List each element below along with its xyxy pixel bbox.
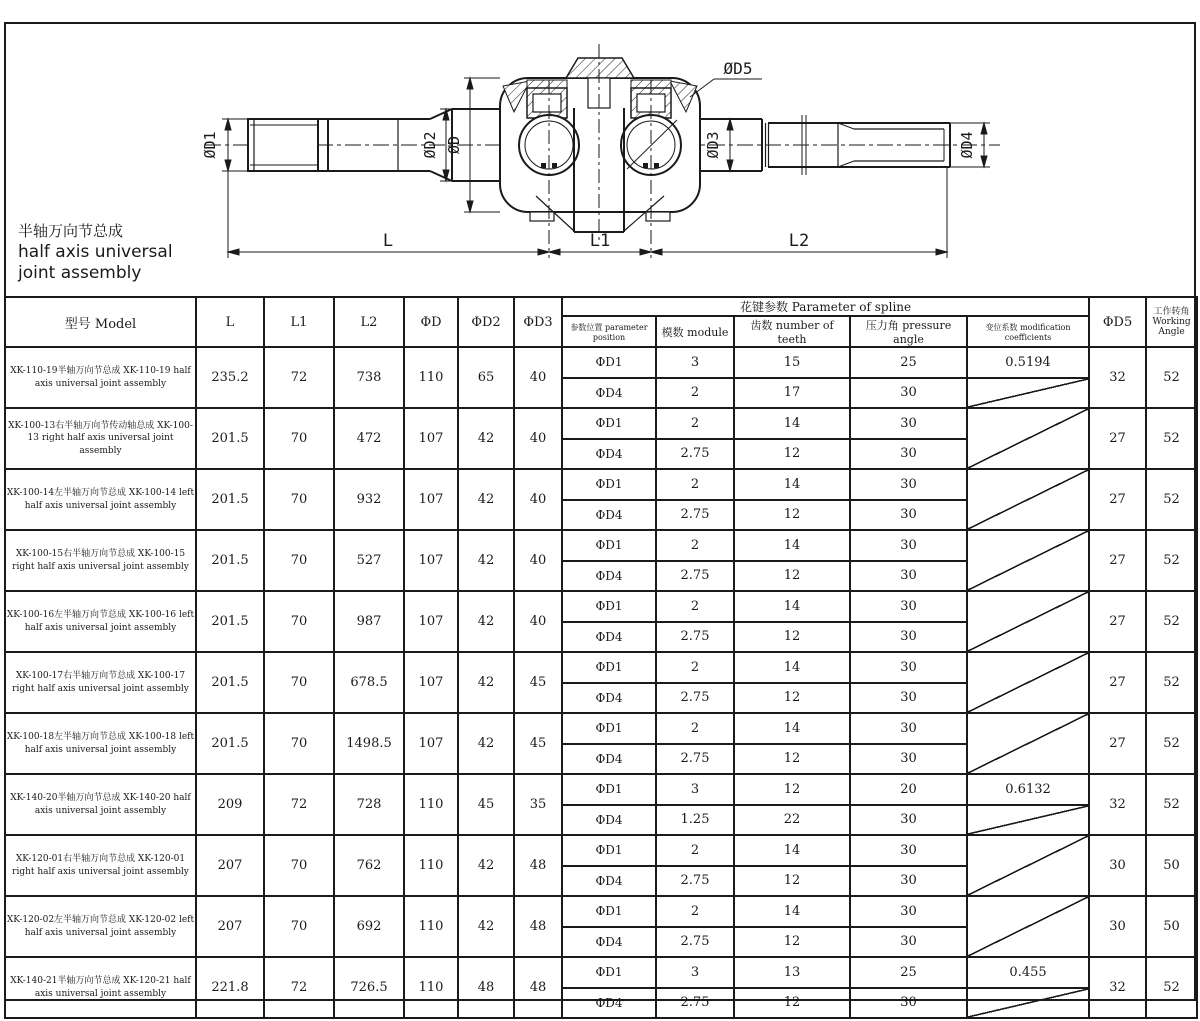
spline-position-cell: ΦD4 [562,683,656,714]
l-cell: 201.5 [196,469,264,530]
header-d5: ΦD5 [1089,297,1146,347]
d3-cell: 40 [514,469,562,530]
spline-pressure-cell: 30 [850,408,967,439]
d-cell: 107 [404,408,458,469]
spline-module-cell: 2.75 [656,927,734,958]
spline-pressure-cell: 30 [850,866,967,897]
spec-row [5,957,1197,988]
spline-pressure-cell: 30 [850,896,967,927]
header-model: 型号 Model [5,297,196,347]
d-cell: 110 [404,347,458,408]
spline-position-cell: ΦD4 [562,927,656,958]
l-cell: 201.5 [196,408,264,469]
spec-row [5,591,1197,622]
header-l2: L2 [334,297,404,347]
header-module: 模数 module [656,316,734,347]
spline-coeff-cell [967,408,1089,469]
spec-row [5,652,1197,683]
d2-cell: 42 [458,835,514,896]
d-cell: 110 [404,774,458,835]
l2-cell: 738 [334,347,404,408]
l1-cell: 70 [264,591,334,652]
spline-position-cell: ΦD4 [562,805,656,836]
spline-module-cell: 2.75 [656,561,734,592]
d3-cell: 40 [514,408,562,469]
title-block [18,221,173,284]
spec-row [5,713,1197,744]
spline-teeth-cell: 12 [734,774,850,805]
header-l1: L1 [264,297,334,347]
spline-coeff-cell [967,652,1089,713]
spline-position-cell: ΦD1 [562,652,656,683]
spline-module-cell: 2.75 [656,622,734,653]
header-working-angle [1146,297,1197,347]
dim-label-d4: ØD4 [958,131,976,159]
spline-module-cell: 2.75 [656,866,734,897]
spline-teeth-cell: 14 [734,835,850,866]
l2-cell: 472 [334,408,404,469]
d3-cell: 45 [514,713,562,774]
title-en-line1: half axis universal [18,242,173,262]
model-cell: XK-140-20半轴万向节总成 XK-140-20 half axis universal joint assembly [5,774,196,835]
d-cell: 107 [404,652,458,713]
spline-pressure-cell: 30 [850,378,967,409]
spline-pressure-cell: 30 [850,622,967,653]
spline-coeff-cell: 0.5194 [967,347,1089,378]
d-cell: 107 [404,591,458,652]
l2-cell: 692 [334,896,404,957]
d2-cell: 65 [458,347,514,408]
spline-teeth-cell: 22 [734,805,850,836]
model-cell: XK-100-16左半轴万向节总成 XK-100-16 left half axis universal joint assembly [5,591,196,652]
l2-cell: 728 [334,774,404,835]
header-position: 参数位置 parameter position [562,316,656,347]
spline-coeff-cell [967,835,1089,896]
spline-teeth-cell: 12 [734,622,850,653]
d5-cell: 32 [1089,774,1146,835]
spline-teeth-cell: 12 [734,500,850,531]
dim-label-d2: ØD2 [421,131,439,159]
model-cell: XK-100-18左半轴万向节总成 XK-100-18 left half axis universal joint assembly [5,713,196,774]
spline-pressure-cell: 30 [850,988,967,1019]
spline-module-cell: 3 [656,774,734,805]
spline-position-cell: ΦD1 [562,713,656,744]
working-angle-cell: 52 [1146,957,1197,1018]
working-angle-cell: 50 [1146,896,1197,957]
d2-cell: 42 [458,469,514,530]
d3-cell: 40 [514,347,562,408]
spline-pressure-cell: 30 [850,652,967,683]
spline-pressure-cell: 20 [850,774,967,805]
spline-pressure-cell: 30 [850,713,967,744]
spline-teeth-cell: 14 [734,591,850,622]
spline-coeff-cell: 0.6132 [967,774,1089,805]
title-en-line2: joint assembly [18,263,142,283]
working-angle-cell: 52 [1146,774,1197,835]
l-cell: 201.5 [196,652,264,713]
spline-position-cell: ΦD1 [562,347,656,378]
spline-module-cell: 3 [656,347,734,378]
spline-module-cell: 2 [656,652,734,683]
l-cell: 201.5 [196,591,264,652]
d-cell: 110 [404,896,458,957]
d2-cell: 42 [458,896,514,957]
l1-cell: 72 [264,957,334,1018]
spline-pressure-cell: 30 [850,439,967,470]
header-d2: ΦD2 [458,297,514,347]
d3-cell: 48 [514,957,562,1018]
spline-pressure-cell: 25 [850,957,967,988]
d-cell: 110 [404,835,458,896]
d2-cell: 42 [458,713,514,774]
spline-coeff-cell [967,805,1089,836]
model-cell: XK-100-13右半轴万向节传动轴总成 XK-100-13 right half axis universal joint assembly [5,408,196,469]
spline-module-cell: 2 [656,378,734,409]
model-cell: XK-100-15右半轴万向节总成 XK-100-15 right half axis universal joint assembly [5,530,196,591]
spec-table [4,296,1198,1019]
header-teeth: 齿数 number of teeth [734,316,850,347]
header-d3: ΦD3 [514,297,562,347]
spline-position-cell: ΦD1 [562,408,656,439]
spline-teeth-cell: 14 [734,652,850,683]
d3-cell: 48 [514,835,562,896]
working-angle-cell: 52 [1146,408,1197,469]
spline-module-cell: 2 [656,469,734,500]
universal-joint-drawing [0,0,1200,296]
l1-cell: 70 [264,530,334,591]
spline-pressure-cell: 30 [850,683,967,714]
d3-cell: 45 [514,652,562,713]
spline-pressure-cell: 30 [850,744,967,775]
spec-table-header [5,297,1197,347]
spline-coeff-cell [967,896,1089,957]
d-cell: 107 [404,713,458,774]
spline-pressure-cell: 30 [850,591,967,622]
spline-pressure-cell: 30 [850,805,967,836]
spline-position-cell: ΦD4 [562,988,656,1019]
spline-pressure-cell: 30 [850,469,967,500]
l-cell: 235.2 [196,347,264,408]
model-cell: XK-140-21半轴万向节总成 XK-120-21 half axis universal joint assembly [5,957,196,1018]
spline-teeth-cell: 17 [734,378,850,409]
working-angle-cell: 52 [1146,347,1197,408]
l2-cell: 527 [334,530,404,591]
spline-position-cell: ΦD4 [562,622,656,653]
spline-module-cell: 2 [656,408,734,439]
spline-module-cell: 2.75 [656,439,734,470]
model-cell: XK-100-17右半轴万向节总成 XK-100-17 right half axis universal joint assembly [5,652,196,713]
dim-label-d5: ØD5 [723,59,753,78]
l1-cell: 70 [264,835,334,896]
spline-teeth-cell: 12 [734,866,850,897]
l1-cell: 70 [264,469,334,530]
d3-cell: 40 [514,591,562,652]
spline-position-cell: ΦD4 [562,744,656,775]
l1-cell: 70 [264,896,334,957]
header-spline-group: 花键参数 Parameter of spline [562,297,1089,316]
spec-row [5,835,1197,866]
spline-teeth-cell: 12 [734,439,850,470]
working-angle-cell: 52 [1146,713,1197,774]
spline-position-cell: ΦD4 [562,500,656,531]
working-angle-cell: 52 [1146,652,1197,713]
l1-cell: 72 [264,774,334,835]
l-cell: 207 [196,896,264,957]
spline-coeff-cell [967,378,1089,409]
d5-cell: 32 [1089,957,1146,1018]
l2-cell: 932 [334,469,404,530]
spline-teeth-cell: 12 [734,683,850,714]
spline-teeth-cell: 12 [734,744,850,775]
header-mod-coeff: 变位系数 modification coefficients [967,316,1089,347]
spline-pressure-cell: 30 [850,927,967,958]
spline-teeth-cell: 12 [734,988,850,1019]
d5-cell: 27 [1089,713,1146,774]
dim-label-l1: L1 [589,231,611,251]
spline-module-cell: 2.75 [656,744,734,775]
l2-cell: 678.5 [334,652,404,713]
d5-cell: 27 [1089,652,1146,713]
l2-cell: 987 [334,591,404,652]
model-cell: XK-120-02左半轴万向节总成 XK-120-02 left half axis universal joint assembly [5,896,196,957]
spline-teeth-cell: 14 [734,469,850,500]
d2-cell: 42 [458,591,514,652]
d-cell: 107 [404,530,458,591]
spline-position-cell: ΦD4 [562,439,656,470]
dim-label-l2: L2 [788,231,810,251]
spec-row [5,469,1197,500]
l-cell: 221.8 [196,957,264,1018]
header-pressure-angle: 压力角 pressure angle [850,316,967,347]
d2-cell: 42 [458,530,514,591]
d5-cell: 32 [1089,347,1146,408]
d2-cell: 42 [458,652,514,713]
spec-row [5,408,1197,439]
working-angle-cell: 50 [1146,835,1197,896]
spline-module-cell: 3 [656,957,734,988]
spline-teeth-cell: 12 [734,561,850,592]
l-cell: 207 [196,835,264,896]
working-angle-cell: 52 [1146,591,1197,652]
spline-module-cell: 2 [656,530,734,561]
spline-pressure-cell: 30 [850,500,967,531]
spline-module-cell: 2 [656,713,734,744]
spline-position-cell: ΦD1 [562,774,656,805]
spline-position-cell: ΦD1 [562,896,656,927]
spline-module-cell: 1.25 [656,805,734,836]
spline-teeth-cell: 14 [734,530,850,561]
spec-row [5,896,1197,927]
joint-body [500,44,700,258]
spline-module-cell: 2.75 [656,988,734,1019]
spline-teeth-cell: 13 [734,957,850,988]
spline-position-cell: ΦD1 [562,469,656,500]
spline-coeff-cell: 0.455 [967,957,1089,988]
spec-row [5,774,1197,805]
l1-cell: 70 [264,652,334,713]
header-l: L [196,297,264,347]
l-cell: 201.5 [196,530,264,591]
d5-cell: 30 [1089,835,1146,896]
header-working-angle-cn: 工作转角 [1153,307,1190,317]
d2-cell: 45 [458,774,514,835]
spline-position-cell: ΦD4 [562,561,656,592]
model-cell: XK-110-19半轴万向节总成 XK-110-19 half axis universal joint assembly [5,347,196,408]
spline-position-cell: ΦD1 [562,957,656,988]
d3-cell: 40 [514,530,562,591]
spline-position-cell: ΦD4 [562,866,656,897]
spec-table-body [5,347,1197,1018]
d2-cell: 42 [458,408,514,469]
spline-coeff-cell [967,591,1089,652]
spline-teeth-cell: 15 [734,347,850,378]
spline-position-cell: ΦD4 [562,378,656,409]
d-cell: 107 [404,469,458,530]
spline-teeth-cell: 14 [734,408,850,439]
d5-cell: 27 [1089,530,1146,591]
d5-cell: 30 [1089,896,1146,957]
spline-module-cell: 2.75 [656,683,734,714]
working-angle-cell: 52 [1146,530,1197,591]
spline-position-cell: ΦD1 [562,591,656,622]
spline-pressure-cell: 25 [850,347,967,378]
working-angle-cell: 52 [1146,469,1197,530]
title-cn: 半轴万向节总成 [18,222,124,240]
dim-label-d3: ØD3 [704,131,722,159]
spline-module-cell: 2.75 [656,500,734,531]
spline-module-cell: 2 [656,896,734,927]
d3-cell: 48 [514,896,562,957]
spline-teeth-cell: 14 [734,896,850,927]
spline-pressure-cell: 30 [850,530,967,561]
l-cell: 209 [196,774,264,835]
l2-cell: 1498.5 [334,713,404,774]
l-cell: 201.5 [196,713,264,774]
header-d: ΦD [404,297,458,347]
l1-cell: 70 [264,408,334,469]
model-cell: XK-120-01右半轴万向节总成 XK-120-01 right half axis universal joint assembly [5,835,196,896]
spline-position-cell: ΦD1 [562,530,656,561]
spline-coeff-cell [967,713,1089,774]
d-cell: 110 [404,957,458,1018]
dim-label-d: ØD [445,135,463,155]
d5-cell: 27 [1089,469,1146,530]
l1-cell: 70 [264,713,334,774]
spline-teeth-cell: 12 [734,927,850,958]
spline-pressure-cell: 30 [850,561,967,592]
spec-row [5,530,1197,561]
spline-coeff-cell [967,988,1089,1019]
spline-pressure-cell: 30 [850,835,967,866]
l1-cell: 72 [264,347,334,408]
spline-teeth-cell: 14 [734,713,850,744]
l2-cell: 762 [334,835,404,896]
d5-cell: 27 [1089,591,1146,652]
model-cell: XK-100-14左半轴万向节总成 XK-100-14 left half axis universal joint assembly [5,469,196,530]
l2-cell: 726.5 [334,957,404,1018]
spline-coeff-cell [967,469,1089,530]
header-working-angle-en: Working Angle [1152,317,1191,337]
d5-cell: 27 [1089,408,1146,469]
d3-cell: 35 [514,774,562,835]
spline-module-cell: 2 [656,835,734,866]
d2-cell: 48 [458,957,514,1018]
dim-label-l: L [382,231,394,251]
spec-row [5,347,1197,378]
spline-coeff-cell [967,530,1089,591]
spline-module-cell: 2 [656,591,734,622]
dim-label-d1: ØD1 [201,131,219,159]
spline-position-cell: ΦD1 [562,835,656,866]
